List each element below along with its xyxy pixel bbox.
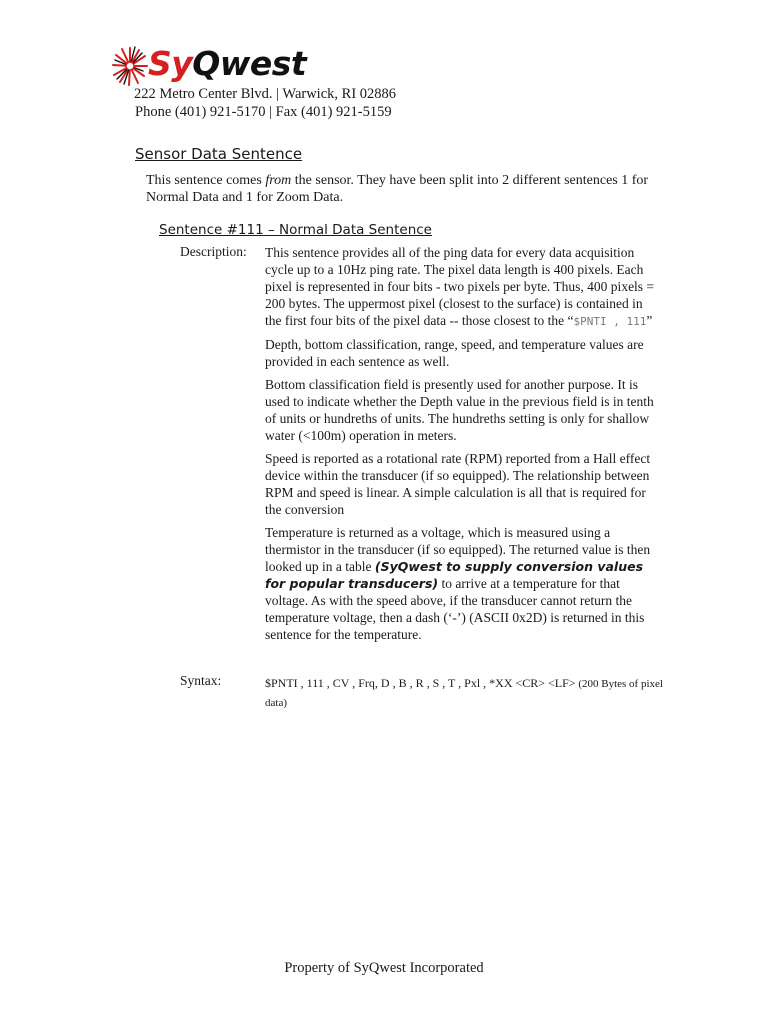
intro-text-end: the sensor. They have been split into 2 different sentences 1 for Normal Data and 1 for Zoom Data.: [146, 173, 649, 205]
paragraph-text-end: to arrive at a temperature for that voltage. As with the speed above, if the transducer cannot return the temperature voltage, then a dash (‘-’) (ASCII 0x2D) is returned in this sentence for the temperature.: [265, 576, 645, 642]
paragraph-text: This sentence provides all of the ping data for every data acquisition cycle up to a 10Hz ping rate. The pixel data length is 400 pixels. Each pixel is represented in four bits - two pixels per byte. Thus, 400 pixels = 200 bytes. The uppermost pixel (closest to the surface) is contained in the first four bits of the pixel data -- those closest to the “: [265, 245, 655, 328]
syntax-block: [265, 674, 665, 712]
starburst-icon: [112, 44, 148, 88]
description-block: [265, 244, 657, 649]
intro-emphasis: from: [265, 173, 292, 188]
page-footer: Property of SyQwest Incorporated: [284, 960, 484, 976]
temperature-paragraph: [265, 524, 657, 643]
logo-wordmark: [148, 42, 306, 86]
company-address: [134, 85, 396, 121]
bottom-classification-paragraph: Bottom classification field is presently used for another purpose. It is used to indicate whether the Depth value in the previous field is in tenth of units or hundreths of units. The hundreths setting is only for shallow water (<100m) operation in meters.: [265, 377, 654, 443]
closing-quote: ”: [646, 313, 653, 328]
depth-paragraph: Depth, bottom classification, range, speed, and temperature values are provided in each sentence as well.: [265, 337, 644, 369]
logo-sy: Sy: [148, 44, 193, 83]
description-paragraph: [265, 244, 657, 330]
section-title: Sensor Data Sentence: [135, 145, 303, 163]
paragraph-text: Temperature is returned as a voltage, which is measured using a thermistor in the transducer (if so equipped). The returned value is then looked up in a table: [265, 525, 651, 574]
code-snippet: $PNTI , 111: [573, 315, 647, 328]
logo-qwest: Qwest: [192, 44, 307, 83]
intro-text: This sentence comes: [146, 173, 266, 188]
syqwest-logo: [112, 44, 312, 88]
phone-fax-line: Phone (401) 921-5170 | Fax (401) 921-5159: [135, 104, 392, 120]
syntax-label: Syntax:: [180, 673, 222, 688]
intro-paragraph: [146, 172, 666, 206]
syntax-note: (200 Bytes of pixel data): [265, 678, 663, 709]
address-line: 222 Metro Center Blvd. | Warwick, RI 02886: [134, 86, 397, 102]
emphasis-note: (SyQwest to supply conversion values for popular transducers): [265, 559, 644, 591]
description-label: Description:: [180, 244, 247, 259]
speed-paragraph: Speed is reported as a rotational rate (RPM) reported from a Hall effect device within the transducer (if so equipped). The relationship between RPM and speed is linear. A simple calculation is all that is required for the conversion: [265, 451, 651, 517]
subsection-title: Sentence #111 – Normal Data Sentence: [159, 222, 432, 238]
syntax-text: $PNTI , 111 , CV , Frq, D , B , R , S , T , Pxl , *XX <CR> <LF>: [265, 676, 576, 690]
